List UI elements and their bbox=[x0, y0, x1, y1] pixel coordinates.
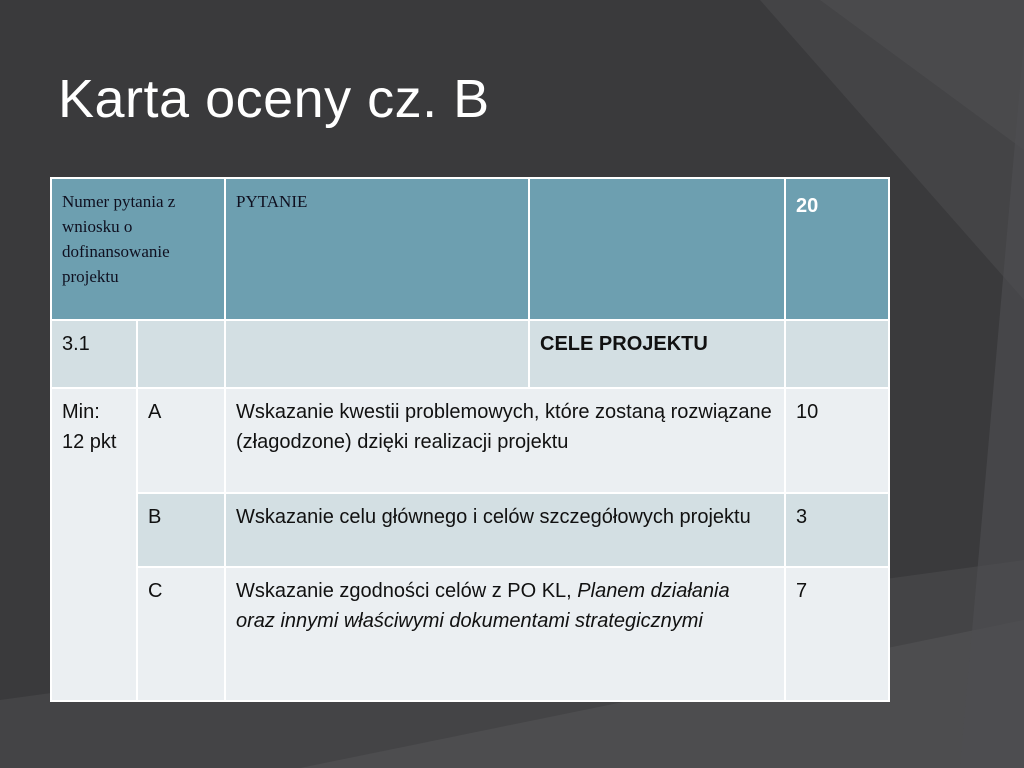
section-empty-cell-3 bbox=[785, 320, 889, 388]
row-text-plain: Wskazanie zgodności celów z PO KL, bbox=[236, 580, 578, 602]
header-question-number: Numer pytania z wniosku o dofinansowanie projektu bbox=[51, 178, 225, 320]
row-letter: C bbox=[137, 567, 225, 701]
header-empty-cell bbox=[529, 178, 785, 320]
row-points: 10 bbox=[785, 388, 889, 493]
section-title: CELE PROJEKTU bbox=[529, 320, 785, 388]
row-text: Wskazanie kwestii problemowych, które zostaną rozwiązane (złagodzone) dzięki realizacji projektu bbox=[225, 388, 785, 493]
table-row bbox=[51, 567, 889, 701]
row-points: 7 bbox=[785, 567, 889, 701]
min-points-label: Min: 12 pkt bbox=[51, 388, 137, 701]
row-letter: A bbox=[137, 388, 225, 493]
row-text: Wskazanie celu głównego i celów szczegółowych projektu bbox=[225, 493, 785, 567]
table-row bbox=[51, 388, 889, 493]
row-letter: B bbox=[137, 493, 225, 567]
row-text-italic: Planem działania oraz innymi właściwymi dokumentami strategicznymi bbox=[236, 580, 730, 632]
slide-title: Karta oceny cz. B bbox=[58, 69, 490, 129]
evaluation-table bbox=[50, 177, 890, 702]
row-text bbox=[225, 567, 785, 701]
section-empty-cell-1 bbox=[137, 320, 225, 388]
table-row bbox=[51, 493, 889, 567]
header-question: PYTANIE bbox=[225, 178, 529, 320]
section-number: 3.1 bbox=[51, 320, 137, 388]
header-max-points: 20 bbox=[785, 178, 889, 320]
row-points: 3 bbox=[785, 493, 889, 567]
section-row bbox=[51, 320, 889, 388]
evaluation-table-container bbox=[50, 177, 888, 702]
table-header-row bbox=[51, 178, 889, 320]
section-empty-cell-2 bbox=[225, 320, 529, 388]
